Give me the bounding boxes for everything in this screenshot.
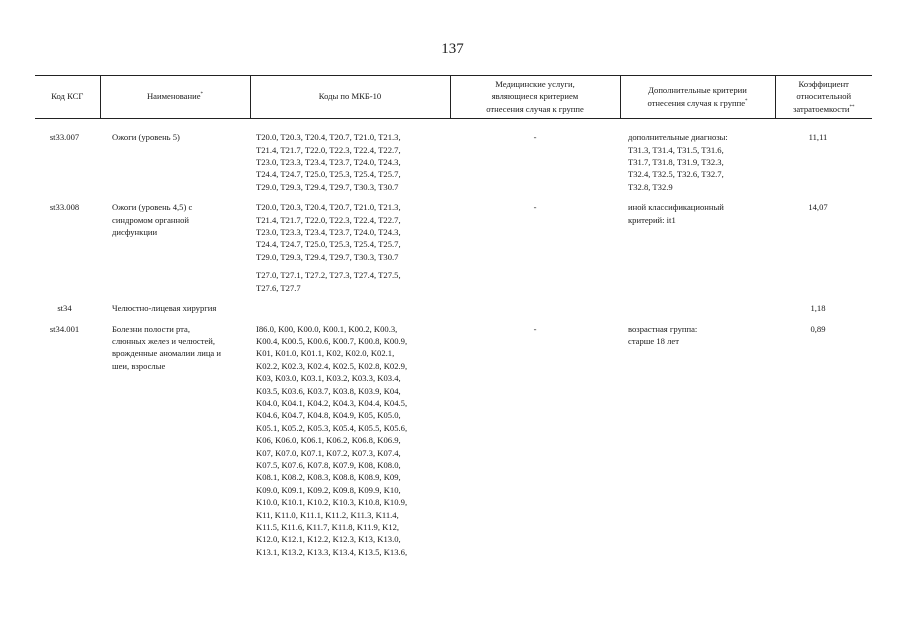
cell-line: K03, K03.0, K03.1, K03.2, K03.3, K03.4, (256, 373, 401, 384)
cell-line: T21.4, T21.7, T22.0, T22.3, T22.4, T22.7, (256, 214, 401, 225)
cell-line: синдромом органной (112, 214, 189, 225)
cell-line: T21.4, T21.7, T22.0, T22.3, T22.4, T22.7, (256, 144, 401, 155)
table-row-continuation (35, 269, 872, 294)
page-number: 137 (441, 41, 464, 57)
header-mkb: Коды по МКБ-10 (250, 76, 450, 119)
cell-line: T27.6, T27.7 (256, 282, 301, 293)
cell-line: слюнных желез и челюстей, (112, 335, 216, 346)
cell-line: K11.5, K11.6, K11.7, K11.8, K11.9, K12, (256, 522, 400, 532)
cell-mkb-codes (250, 131, 450, 193)
cell-line: шеи, взрослые (112, 360, 166, 371)
cell-services: - (533, 132, 537, 143)
cell-mkb-codes (250, 201, 450, 263)
cell-line: K04.0, K04.1, K04.2, K04.3, K04.4, K04.5, (256, 397, 408, 408)
cell-line: K06, K06.0, K06.1, K06.2, K06.8, K06.9, (256, 435, 401, 446)
cell-line: T27.0, T27.1, T27.2, T27.3, T27.4, T27.5, (256, 270, 401, 281)
cell-line: K12.0, K12.1, K12.2, K12.3, K13, K13.0, (256, 534, 401, 545)
cell-line: K07, K07.0, K07.1, K07.2, K07.3, K07.4, (256, 447, 401, 458)
cell-empty (620, 269, 775, 294)
cell-mkb-codes-extra (250, 269, 450, 294)
table-row (35, 131, 872, 193)
ksg-table (35, 75, 872, 558)
cell-line: K02.2, K02.3, K02.4, K02.5, K02.8, K02.9, (256, 360, 408, 371)
cell-criteria (620, 302, 775, 314)
cell-line: T32.4, T32.5, T32.6, T32.7, (628, 169, 724, 180)
cell-line: T20.0, T20.3, T20.4, T20.7, T21.0, T21.3, (256, 202, 401, 213)
cell-line: K09.0, K09.1, K09.2, K09.8, K09.9, K10, (256, 484, 401, 495)
cell-services: - (533, 323, 537, 334)
header-coef: Коэффициент относительной затратоемкости** (775, 76, 872, 119)
cell-code: st33.008 (49, 202, 80, 213)
cell-line: врожденные аномалии лица и (112, 348, 221, 359)
cell-name (100, 302, 250, 314)
cell-line: иной классификационный (628, 202, 724, 213)
cell-line: K08.1, K08.2, K08.3, K08.8, K08.9, K09, (256, 472, 401, 483)
cell-empty (450, 269, 620, 294)
cell-line: T32.8, T32.9 (628, 181, 673, 192)
cell-line: I86.0, K00, K00.0, K00.1, K00.2, K00.3, (256, 323, 398, 334)
cell-line: K05.1, K05.2, K05.3, K05.4, K05.5, K05.6, (256, 422, 408, 433)
cell-services (450, 302, 620, 314)
cell-coefficient: 14,07 (808, 202, 828, 213)
cell-services: - (533, 202, 537, 213)
cell-line: T23.0, T23.3, T23.4, T23.7, T24.0, T24.3, (256, 227, 401, 238)
table-body (35, 119, 872, 559)
header-code: Код КСГ (35, 76, 100, 119)
cell-line: старше 18 лет (628, 335, 679, 346)
cell-name (100, 131, 250, 193)
cell-line: T31.3, T31.4, T31.5, T31.6, (628, 144, 724, 155)
cell-name (100, 201, 250, 263)
cell-empty (100, 269, 250, 294)
cell-coefficient: 1,18 (810, 303, 826, 314)
cell-line: Челюстно-лицевая хирургия (112, 303, 217, 314)
cell-coefficient: 0,89 (810, 323, 826, 334)
cell-code: st34 (57, 303, 72, 314)
cell-empty (775, 269, 872, 294)
cell-line: дисфункции (112, 227, 158, 238)
cell-mkb-codes (250, 302, 450, 314)
cell-line: K13.1, K13.2, K13.3, K13.4, K13.5, K13.6, (256, 546, 408, 557)
cell-line: T24.4, T24.7, T25.0, T25.3, T25.4, T25.7, (256, 239, 401, 250)
cell-coefficient: 11,11 (808, 132, 828, 143)
cell-line: дополнительные диагнозы: (628, 132, 728, 143)
table-row (35, 201, 872, 263)
cell-code: st33.007 (49, 132, 80, 143)
cell-line: K04.6, K04.7, K04.8, K04.9, K05, K05.0, (256, 410, 401, 421)
cell-criteria (620, 201, 775, 263)
cell-criteria (620, 131, 775, 193)
table-row (35, 302, 872, 314)
cell-mkb-codes (250, 323, 450, 559)
cell-line: возрастная группа: (628, 323, 698, 334)
table-row (35, 323, 872, 559)
cell-empty (35, 269, 100, 294)
cell-line: критерий: it1 (628, 214, 676, 225)
cell-line: T20.0, T20.3, T20.4, T20.7, T21.0, T21.3, (256, 132, 401, 143)
cell-line: K10.0, K10.1, K10.2, K10.3, K10.8, K10.9, (256, 497, 408, 508)
header-services: Медицинские услуги, являющиеся критерием отнесения случая к группе (450, 76, 620, 119)
cell-line: Ожоги (уровень 5) (112, 132, 180, 143)
cell-name (100, 323, 250, 559)
cell-line: T31.7, T31.8, T31.9, T32.3, (628, 157, 724, 168)
cell-line: K03.5, K03.6, K03.7, K03.8, K03.9, K04, (256, 385, 401, 396)
cell-code: st34.001 (49, 323, 80, 334)
cell-line: T29.0, T29.3, T29.4, T29.7, T30.3, T30.7 (256, 251, 399, 262)
cell-line: T29.0, T29.3, T29.4, T29.7, T30.3, T30.7 (256, 181, 399, 192)
cell-line: K01, K01.0, K01.1, K02, K02.0, K02.1, (256, 348, 395, 359)
header-name: Наименование* (100, 76, 250, 119)
table-header (35, 76, 872, 119)
cell-line: T24.4, T24.7, T25.0, T25.3, T25.4, T25.7, (256, 169, 401, 180)
cell-criteria (620, 323, 775, 559)
header-criteria: Дополнительные критерии отнесения случая к группе* (620, 76, 775, 119)
cell-line: K07.5, K07.6, K07.8, K07.9, K08, K08.0, (256, 459, 401, 470)
cell-line: K00.4, K00.5, K00.6, K00.7, K00.8, K00.9, (256, 335, 408, 346)
cell-line: Болезни полости рта, (112, 323, 190, 334)
cell-line: T23.0, T23.3, T23.4, T23.7, T24.0, T24.3, (256, 157, 401, 168)
cell-line: Ожоги (уровень 4,5) с (112, 202, 193, 213)
cell-line: K11, K11.0, K11.1, K11.2, K11.3, K11.4, (256, 509, 399, 520)
